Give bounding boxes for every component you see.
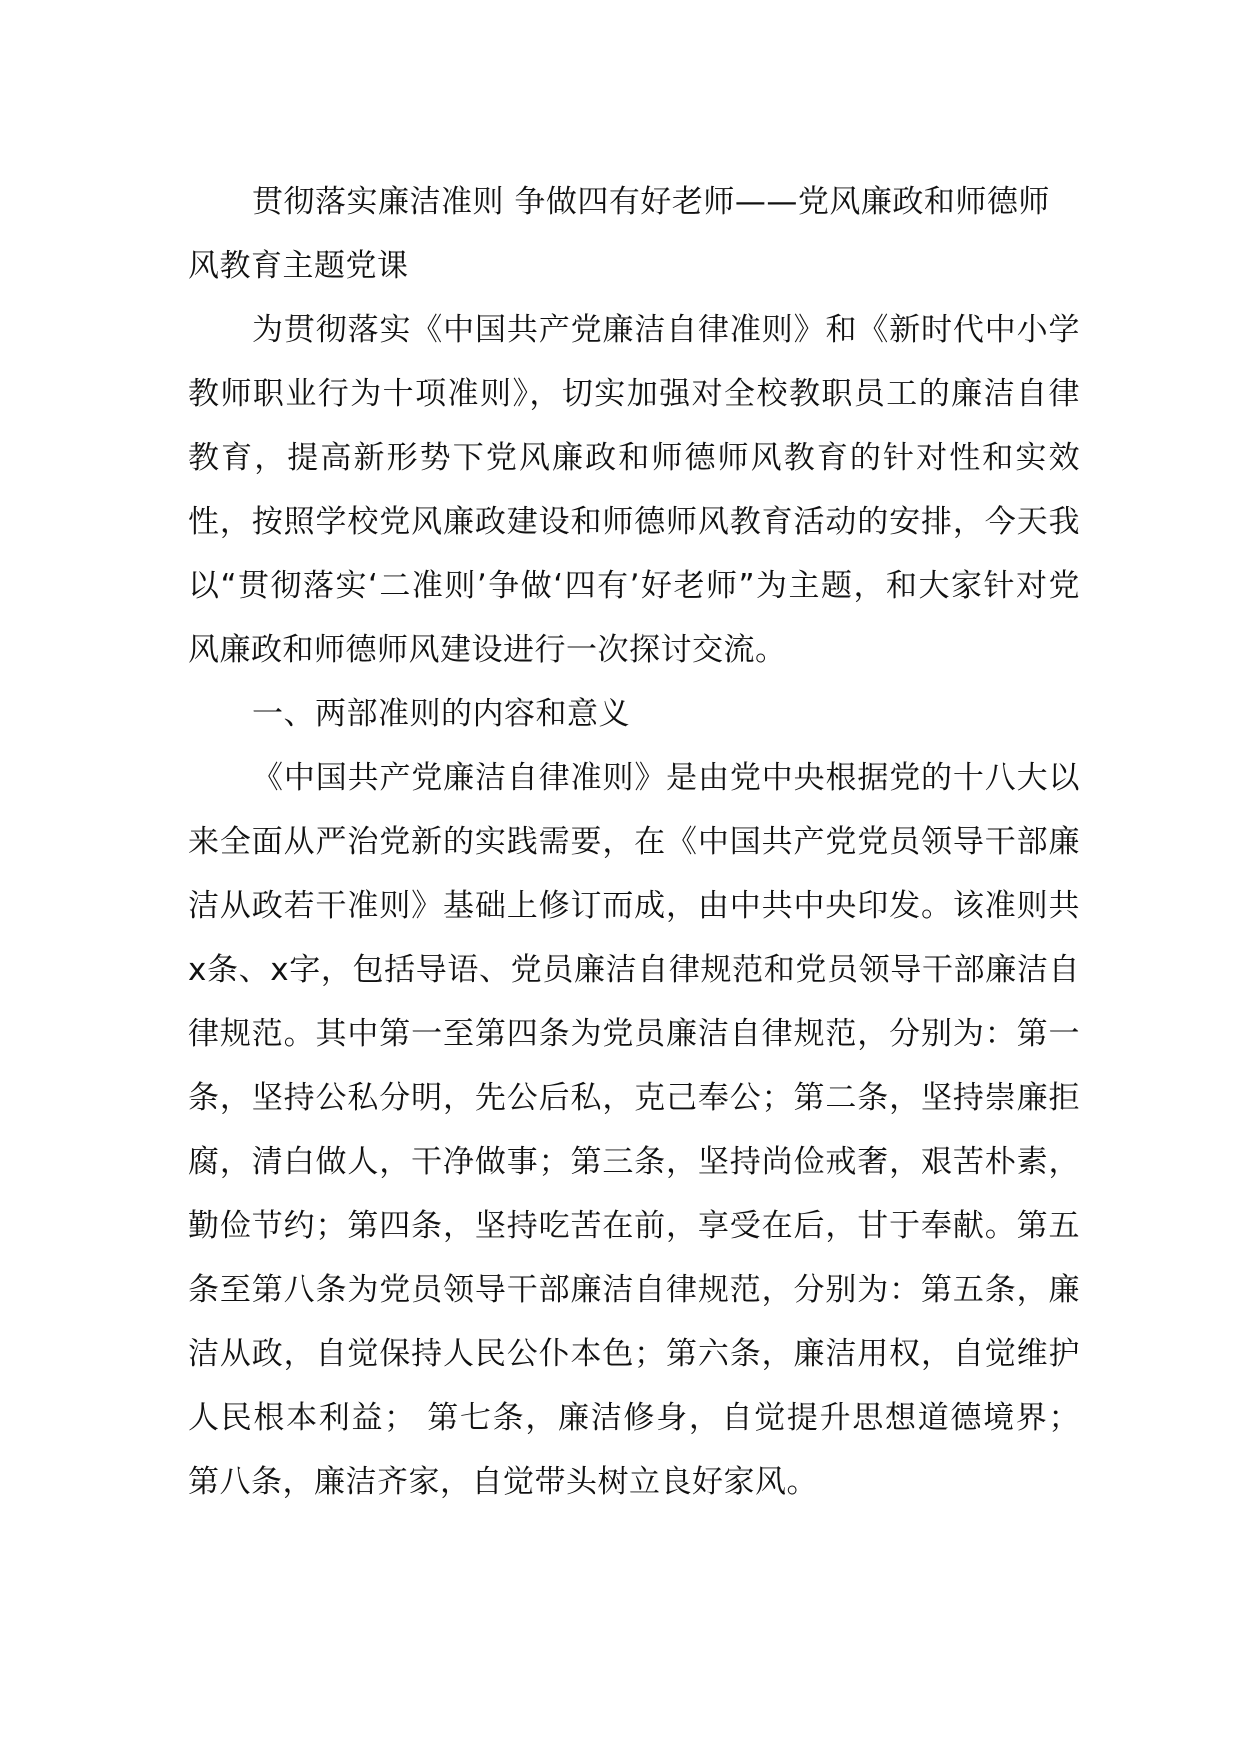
section-paragraph: 《中国共产党廉洁自律准则》是由党中央根据党的十八大以来全面从严治党新的实践需要，在《中国共产党党员领导干部廉洁从政若干准则》基础上修订而成，由中共中央印发。该准则共x条、x字，包括导语、党员廉洁自律规范和党员领导干部廉洁自律规范。其中第一至第四条为党员廉洁自律规范，分别为：第一条，坚持公私分明，先公后私，克己奉公；第二条，坚持崇廉拒腐，清白做人，干净做事；第三条，坚持尚俭戒奢，艰苦朴素，勤俭节约；第四条，坚持吃苦在前，享受在后，甘于奉献。第五条至第八条为党员领导干部廉洁自律规范，分别为：第五条，廉洁从政，自觉保持人民公仆本色；第六条，廉洁用权，自觉维护人民根本利益； 第七条，廉洁修身，自觉提升思想道德境界；第八条，廉洁齐家，自觉带头树立良好家风。 [188, 760, 1080, 1500]
document-title: 贯彻落实廉洁准则 争做四有好老师——党风廉政和师德师风教育主题党课 [188, 184, 1050, 284]
document-body [188, 170, 1080, 1514]
intro-paragraph: 为贯彻落实《中国共产党廉洁自律准则》和《新时代中小学教师职业行为十项准则》，切实加强对全校教职员工的廉洁自律教育，提高新形势下党风廉政和师德师风教育的针对性和实效性，按照学校党风廉政建设和师德师风教育活动的安排，今天我以“贯彻落实‘二准则’争做‘四有’好老师”为主题，和大家针对党风廉政和师德师风建设进行一次探讨交流。 [188, 312, 1080, 668]
section-heading: 一、两部准则的内容和意义 [252, 696, 630, 732]
